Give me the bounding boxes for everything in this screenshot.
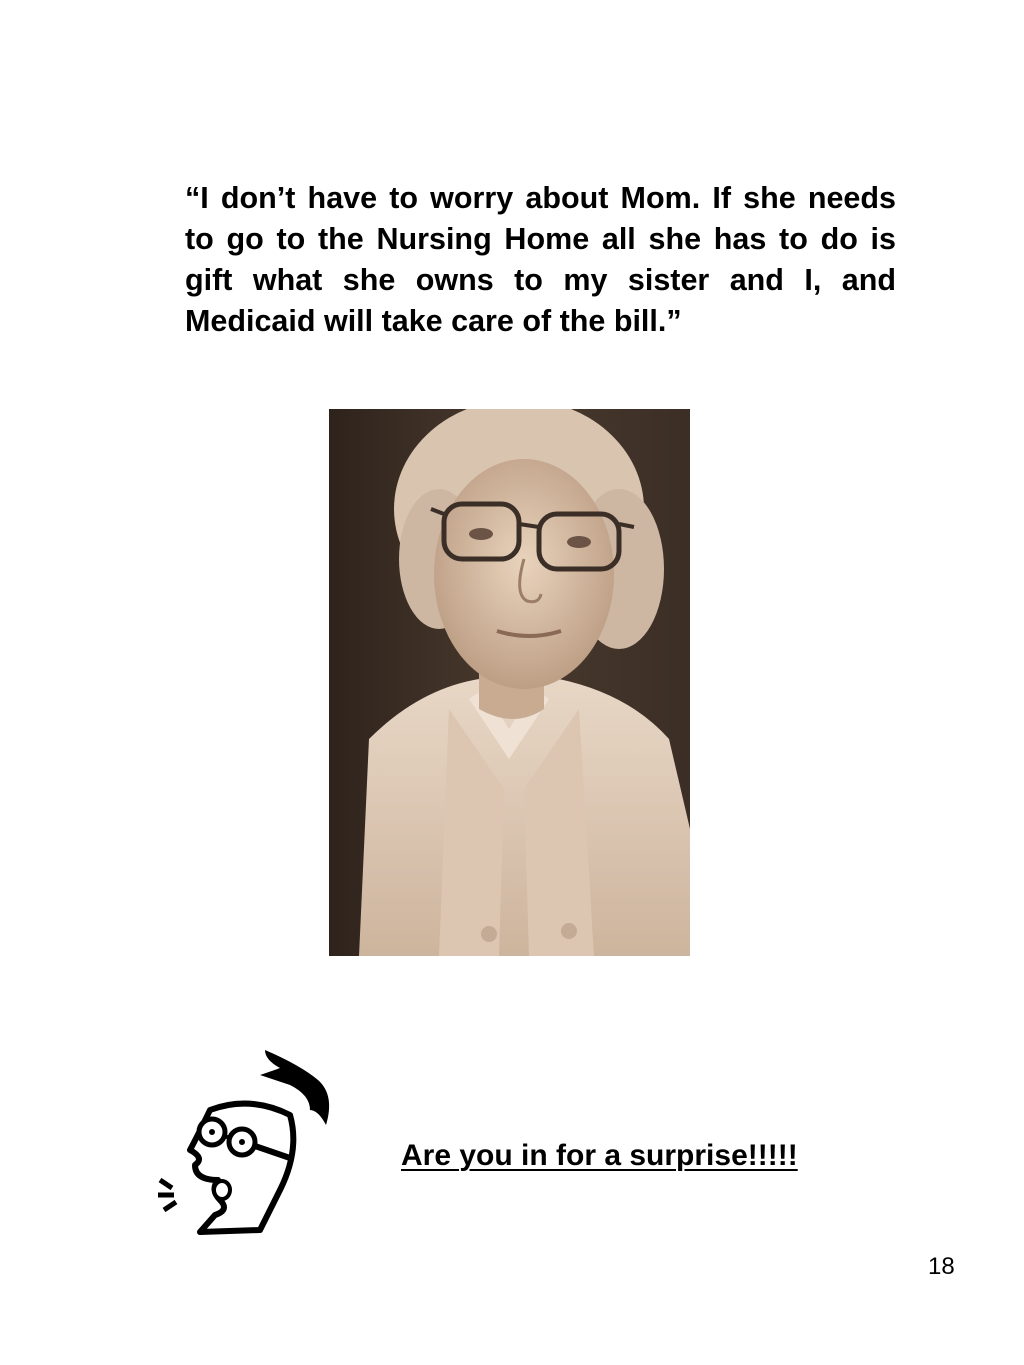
surprised-man-cartoon bbox=[150, 1040, 350, 1250]
elderly-woman-photo bbox=[329, 409, 690, 956]
page-number: 18 bbox=[928, 1253, 955, 1280]
surprised-man-with-glasses-icon bbox=[150, 1040, 350, 1250]
elderly-woman-illustration bbox=[329, 409, 690, 956]
quote-text: “I don’t have to worry about Mom. If she needs to go to the Nursing Home all she has to do is gift what she owns to my sister and I, and Medicaid will take care of the bill.” bbox=[185, 181, 896, 338]
surprise-callout: Are you in for a surprise!!!!! bbox=[401, 1139, 798, 1172]
